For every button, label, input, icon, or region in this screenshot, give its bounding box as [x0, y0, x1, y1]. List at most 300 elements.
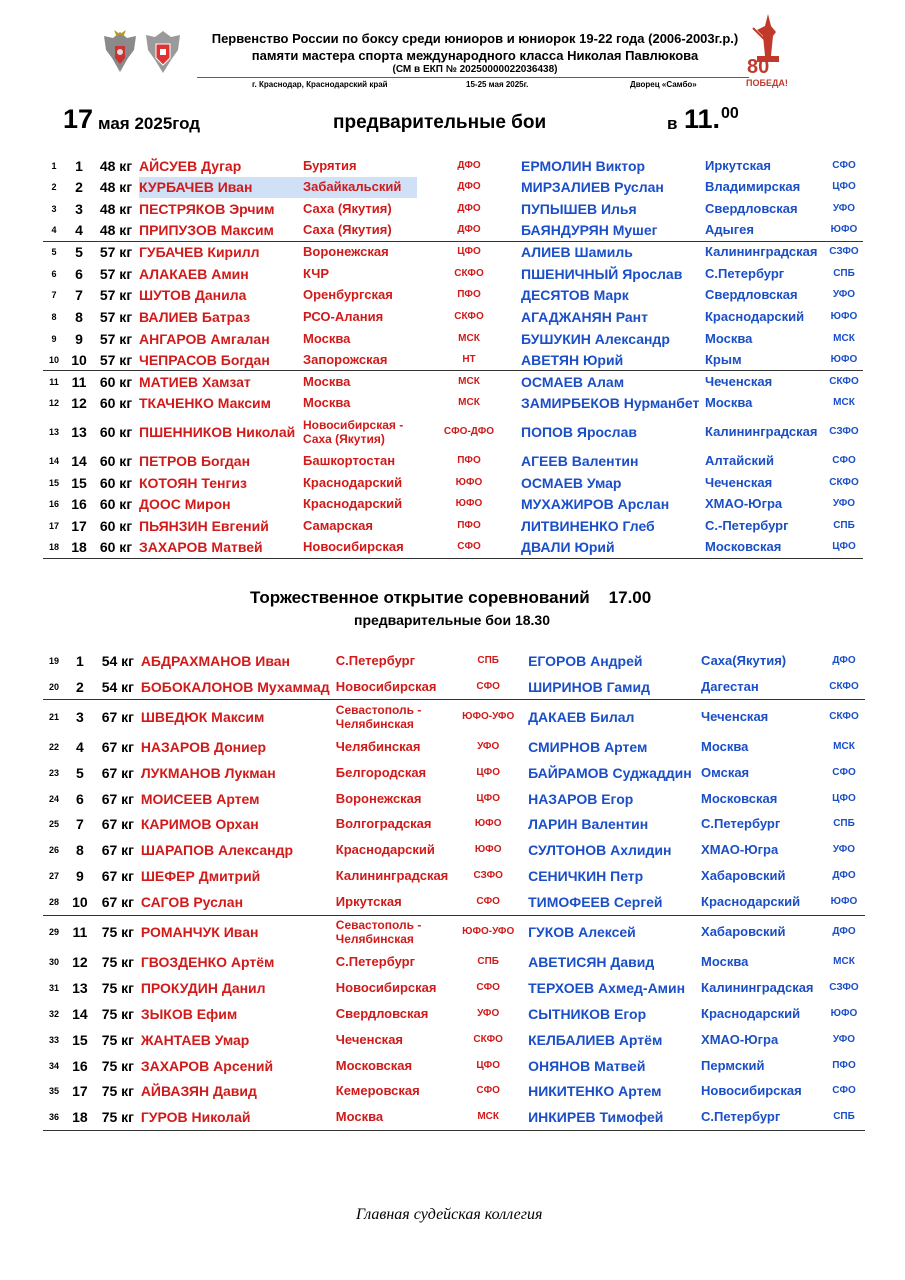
session-date-month: мая 2025год: [98, 114, 201, 133]
red-corner-region: Самарская: [303, 517, 373, 533]
red-corner-boxer: КОТОЯН Тенгиз: [139, 474, 247, 491]
blue-corner-region: С.Петербург: [701, 816, 781, 832]
bout-row: [43, 414, 863, 450]
bout-sequence-number: 1: [51, 160, 57, 171]
blue-corner-boxer: АЛИЕВ Шамиль: [521, 241, 705, 263]
red-corner-region: Краснодарский: [303, 496, 403, 512]
blue-corner-boxer: МИРЗАЛИЕВ Руслан: [521, 179, 664, 196]
weight-class: 57 кг: [99, 287, 133, 304]
weight-class: 60 кг: [99, 452, 133, 469]
victory-80-logo-text: ПОБЕДА!: [746, 78, 788, 88]
red-corner-region: Новосибирская: [335, 979, 437, 995]
bout-row: [43, 393, 863, 415]
weight-class: 75 кг: [101, 979, 134, 996]
red-corner-boxer: ЗЫКОВ Ефим: [140, 1005, 238, 1022]
weight-class: 67 кг: [101, 893, 134, 910]
red-corner-boxer: АЛАКАЕВ Амин: [139, 265, 249, 282]
bout-sequence-number: 12: [48, 398, 59, 409]
red-corner-region: КЧР: [303, 265, 330, 281]
bout-sequence-number: 21: [43, 700, 65, 734]
blue-corner-district: ЦФО: [832, 181, 856, 193]
red-corner-district: ЮФО: [474, 818, 502, 830]
red-corner-district: СКФО: [454, 267, 484, 279]
blue-corner-region: Иркутская: [705, 157, 771, 173]
red-corner-district: ПФО: [457, 454, 481, 466]
red-corner-boxer: АНГАРОВ Амгалан: [139, 330, 270, 347]
red-corner-boxer: ЛУКМАНОВ Лукман: [140, 764, 276, 781]
bout-sequence-number: 25: [48, 819, 59, 830]
bout-row: [43, 450, 863, 472]
bout-number: 2: [75, 179, 83, 196]
red-corner-boxer: ТКАЧЕНКО Максим: [139, 395, 271, 412]
blue-corner-region: Хабаровский: [701, 915, 823, 949]
bout-sequence-number: 14: [48, 455, 59, 466]
red-corner-district: ЦФО: [476, 766, 500, 778]
weight-class: 60 кг: [99, 395, 133, 412]
weight-class: 54 кг: [101, 652, 134, 669]
blue-corner-district: СКФО: [823, 700, 865, 734]
red-corner-boxer: ЗАХАРОВ Матвей: [139, 537, 303, 559]
bout-number: 17: [72, 1083, 88, 1100]
red-corner-district: МСК: [458, 332, 480, 344]
blue-corner-region: Москва: [701, 953, 749, 969]
blue-corner-boxer: ПУПЫШЕВ Илья: [521, 200, 637, 217]
red-corner-region: Москва: [303, 395, 351, 411]
blue-corner-region: Московская: [705, 537, 825, 559]
bout-sequence-number: 20: [48, 681, 59, 692]
bout-sequence-number: 11: [43, 371, 65, 393]
red-corner-boxer: НАЗАРОВ Дониер: [140, 738, 267, 755]
bout-row: [43, 241, 863, 263]
red-corner-district: УФО: [477, 1007, 500, 1019]
weight-class: 67 кг: [101, 816, 134, 833]
blue-corner-district: ДФО: [832, 870, 856, 882]
bout-row: [43, 648, 865, 674]
red-corner-boxer: ШЕФЕР Дмитрий: [140, 868, 261, 885]
event-location: г. Краснодар, Краснодарский край: [252, 80, 388, 89]
bout-row: [43, 811, 865, 837]
red-corner-district: МСК: [417, 371, 521, 393]
bout-row: [43, 306, 863, 328]
red-corner-region: Севастополь - Челябинская: [336, 915, 449, 949]
blue-corner-district: СЗФО: [829, 981, 859, 993]
bout-row: [43, 371, 863, 393]
chief-judges-signature: Главная судейская коллегия: [356, 1206, 543, 1223]
weight-class: 75 кг: [101, 1057, 134, 1074]
blue-corner-boxer: ЕРМОЛИН Виктор: [521, 157, 646, 174]
bout-sequence-number: 18: [43, 537, 65, 559]
bout-row: [43, 285, 863, 307]
weight-class: 75 кг: [101, 953, 134, 970]
blue-corner-boxer: ПОПОВ Ярослав: [521, 424, 637, 441]
bout-row: [43, 263, 863, 285]
bout-sequence-number: 28: [48, 896, 59, 907]
bout-number: 11: [65, 371, 93, 393]
bout-number: 7: [75, 287, 83, 304]
session-date-day: 17: [63, 104, 94, 134]
blue-corner-region: Крым: [705, 351, 742, 367]
blue-corner-district: СЗФО: [829, 426, 859, 438]
weight-class: 60 кг: [93, 537, 139, 559]
blue-corner-district: СПБ: [833, 818, 855, 830]
bout-row: [43, 493, 863, 515]
blue-corner-region: Чеченская: [705, 371, 825, 393]
bout-row: [43, 1104, 865, 1130]
blue-corner-district: ЦФО: [832, 792, 856, 804]
blue-corner-region: Калининградская: [705, 241, 825, 263]
blue-corner-district: МСК: [833, 332, 855, 344]
blue-corner-boxer: МУХАЖИРОВ Арслан: [521, 496, 670, 513]
bout-row: [43, 349, 863, 371]
red-corner-region: Московская: [335, 1057, 413, 1073]
weight-class: 60 кг: [99, 517, 133, 534]
weight-class: 48 кг: [99, 200, 133, 217]
bout-number: 8: [76, 842, 84, 859]
red-corner-boxer: ГУРОВ Николай: [141, 1104, 336, 1130]
red-corner-region: Москва: [303, 330, 351, 346]
bout-number: 16: [72, 1057, 88, 1074]
red-corner-region: Севастополь - Челябинская: [336, 700, 449, 734]
blue-corner-boxer: НАЗАРОВ Егор: [528, 790, 634, 807]
red-corner-region: Москва: [336, 1104, 449, 1130]
red-corner-region: Москва: [303, 371, 417, 393]
blue-corner-region: Калининградская: [705, 424, 818, 440]
blue-corner-boxer: ОСМАЕВ Умар: [521, 474, 622, 491]
red-corner-boxer: АЙСУЕВ Дугар: [139, 157, 242, 174]
weight-class: 57 кг: [99, 351, 133, 368]
bout-number: 12: [71, 395, 87, 412]
red-corner-boxer: РОМАНЧУК Иван: [141, 915, 336, 949]
blue-corner-region: Пермский: [701, 1057, 765, 1073]
weight-class: 48 кг: [99, 157, 133, 174]
weight-class: 48 кг: [99, 222, 133, 239]
weight-class: 57 кг: [99, 308, 133, 325]
blue-corner-district: ЦФО: [825, 537, 863, 559]
weight-class: 60 кг: [99, 496, 133, 513]
red-corner-boxer: БОБОКАЛОНОВ Мухаммад: [140, 678, 330, 695]
bout-sequence-number: 29: [43, 915, 65, 949]
bout-sequence-number: 7: [51, 290, 57, 301]
blue-corner-district: СФО: [832, 1085, 856, 1097]
blue-corner-district: СПБ: [833, 267, 855, 279]
blue-corner-region: С.Петербург: [701, 1104, 823, 1130]
blue-corner-boxer: СУЛТОНОВ Ахлидин: [528, 842, 672, 859]
red-corner-district: ДФО: [457, 181, 481, 193]
bout-sequence-number: 17: [48, 520, 59, 531]
red-corner-district: ЮФО: [474, 844, 502, 856]
blue-corner-district: УФО: [832, 202, 856, 214]
bout-sequence-number: 15: [48, 477, 59, 488]
bout-number: 15: [72, 1031, 88, 1048]
blue-corner-boxer: ДВАЛИ Юрий: [521, 537, 705, 559]
memorial-subtitle: памяти мастера спорта международного класса Николая Павлюкова: [251, 48, 699, 63]
red-corner-boxer: ПЕСТРЯКОВ Эрчим: [139, 200, 275, 217]
red-corner-region: Челябинская: [335, 738, 421, 754]
weight-class: 75 кг: [95, 1104, 141, 1130]
red-corner-district: ДФО: [457, 202, 481, 214]
red-corner-district: НТ: [462, 353, 476, 365]
red-corner-region: С.Петербург: [335, 953, 415, 969]
bout-number: 4: [75, 222, 83, 239]
bout-number: 18: [65, 537, 93, 559]
weight-class: 75 кг: [101, 1031, 134, 1048]
blue-corner-region: Адыгея: [705, 222, 754, 238]
bout-number: 4: [76, 738, 84, 755]
red-corner-boxer: АБДРАХМАНОВ Иван: [140, 652, 291, 669]
bout-number: 1: [76, 652, 84, 669]
blue-corner-boxer: СЫТНИКОВ Егор: [528, 1005, 647, 1022]
red-corner-district: СПБ: [477, 955, 499, 967]
bout-row: [43, 1027, 865, 1053]
blue-corner-boxer: ЛИТВИНЕНКО Глеб: [521, 517, 655, 534]
blue-corner-boxer: ДЕСЯТОВ Марк: [521, 287, 629, 304]
weight-class: 60 кг: [99, 424, 133, 441]
weight-class: 57 кг: [93, 241, 139, 263]
red-corner-region: Запорожская: [303, 351, 388, 367]
red-corner-district: СФО: [476, 895, 500, 907]
red-corner-district: ЦФО: [476, 792, 500, 804]
blue-corner-region: Саха(Якутия): [701, 652, 787, 668]
bout-sequence-number: 13: [48, 427, 59, 438]
header-divider: [197, 77, 749, 78]
blue-corner-district: ДФО: [823, 915, 865, 949]
bout-sequence-number: 3: [51, 203, 57, 214]
bout-number: 8: [75, 308, 83, 325]
red-corner-region: Свердловская: [335, 1005, 429, 1021]
red-corner-boxer: ВАЛИЕВ Батраз: [139, 308, 251, 325]
opening-ceremony-time: 17.00: [608, 588, 652, 607]
red-corner-region: Оренбургская: [303, 287, 393, 303]
weight-class: 60 кг: [99, 474, 133, 491]
bout-number: 9: [75, 330, 83, 347]
blue-corner-region: С.Петербург: [705, 265, 785, 281]
event-dates: 15-25 мая 2025г.: [466, 80, 529, 89]
bout-sequence-number: 22: [48, 741, 59, 752]
red-corner-district: ПФО: [457, 289, 481, 301]
red-corner-district: ДФО: [457, 224, 481, 236]
blue-corner-region: Краснодарский: [705, 308, 805, 324]
red-corner-district: ЮФО: [455, 498, 483, 510]
bout-row: [43, 734, 865, 760]
bout-row: [43, 837, 865, 863]
bout-row: [43, 975, 865, 1001]
blue-corner-boxer: ИНКИРЕВ Тимофей: [528, 1104, 701, 1130]
blue-corner-region: Дагестан: [701, 678, 759, 694]
red-corner-region: Бурятия: [303, 157, 357, 173]
championship-title: Первенство России по боксу среди юниоров и юниорок 19-22 года (2006-2003г.р.): [211, 31, 739, 46]
blue-corner-boxer: ЛАРИН Валентин: [528, 816, 649, 833]
red-corner-district: СФО-ДФО: [443, 426, 495, 438]
bout-row: [43, 863, 865, 889]
weight-class: 48 кг: [99, 179, 133, 196]
blue-corner-boxer: ЕГОРОВ Андрей: [528, 652, 643, 669]
weight-class: 60 кг: [93, 371, 139, 393]
red-corner-region: Иркутская: [335, 893, 402, 909]
bout-row: [43, 198, 863, 220]
red-corner-region: Башкортостан: [303, 452, 396, 468]
red-corner-boxer: САГОВ Руслан: [140, 893, 244, 910]
session-time-minutes: 00: [721, 105, 739, 122]
russia-coat-of-arms-icon: [100, 28, 140, 83]
red-corner-district: ДФО: [457, 159, 481, 171]
blue-corner-district: МСК: [833, 397, 855, 409]
bout-number: 5: [65, 241, 93, 263]
weight-class: 67 кг: [95, 700, 141, 734]
blue-corner-region: Московская: [701, 790, 778, 806]
bout-number: 13: [71, 424, 87, 441]
red-corner-region: Белгородская: [335, 764, 427, 780]
bout-number: 2: [76, 678, 84, 695]
blue-corner-boxer: АВЕТИСЯН Давид: [528, 953, 655, 970]
blue-corner-district: ЮФО: [830, 353, 858, 365]
bout-number: 14: [72, 1005, 88, 1022]
red-corner-region: Новосибирская: [303, 537, 417, 559]
bout-sequence-number: 9: [51, 333, 57, 344]
bout-row: [43, 915, 865, 949]
blue-corner-boxer: ОНЯНОВ Матвей: [528, 1057, 646, 1074]
blue-corner-region: Москва: [701, 738, 749, 754]
bout-sequence-number: 5: [43, 241, 65, 263]
blue-corner-district: СКФО: [829, 680, 859, 692]
blue-corner-district: СПБ: [833, 519, 855, 531]
blue-corner-boxer: ПШЕНИЧНЫЙ Ярослав: [521, 265, 683, 282]
red-corner-region: С.Петербург: [335, 652, 415, 668]
bout-sequence-number: 34: [48, 1060, 59, 1071]
red-corner-district: СФО: [476, 680, 500, 692]
ekp-number: (СМ в ЕКП № 20250000022036438): [392, 64, 558, 75]
bout-row: [43, 760, 865, 786]
red-corner-boxer: ЖАНТАЕВ Умар: [140, 1031, 250, 1048]
bout-sequence-number: 23: [48, 767, 59, 778]
bout-row: [43, 949, 865, 975]
weight-class: 67 кг: [101, 790, 134, 807]
bout-row: [43, 537, 863, 559]
bout-row: [43, 700, 865, 734]
bout-number: 11: [65, 915, 95, 949]
blue-corner-region: Владимирская: [705, 179, 801, 195]
bout-number: 1: [75, 157, 83, 174]
weight-class: 67 кг: [101, 738, 134, 755]
bout-number: 10: [71, 351, 87, 368]
bout-sequence-number: 6: [51, 268, 57, 279]
session-time-prefix: в: [667, 114, 678, 133]
bouts-table-evening: [43, 648, 865, 1131]
session-title: предварительные бои: [333, 112, 547, 133]
red-corner-boxer: ЧЕПРАСОВ Богдан: [139, 351, 270, 368]
bout-sequence-number: 24: [48, 793, 59, 804]
blue-corner-district: СКФО: [829, 476, 859, 488]
blue-corner-boxer: ТИМОФЕЕВ Сергей: [528, 893, 663, 910]
blue-corner-region: С.-Петербург: [705, 517, 789, 533]
red-corner-region: Воронежская: [303, 241, 417, 263]
red-corner-boxer: АЙВАЗЯН Давид: [140, 1083, 257, 1100]
red-corner-region: Воронежская: [335, 790, 422, 806]
red-corner-district: ЮФО-УФО: [448, 915, 528, 949]
bout-number: 6: [76, 790, 84, 807]
weight-class: 75 кг: [101, 1083, 134, 1100]
red-corner-district: СКФО: [473, 1033, 503, 1045]
opening-ceremony: [250, 588, 651, 608]
red-corner-region: Саха (Якутия): [303, 222, 392, 238]
bout-number: 3: [75, 200, 83, 217]
red-corner-district: СЗФО: [473, 870, 503, 882]
red-corner-region: Саха (Якутия): [303, 200, 392, 216]
blue-corner-district: СКФО: [825, 371, 863, 393]
blue-corner-region: Свердловская: [705, 287, 798, 303]
weight-class: 67 кг: [101, 764, 134, 781]
blue-corner-district: МСК: [833, 955, 855, 967]
blue-corner-region: Краснодарский: [701, 1005, 801, 1021]
red-corner-district: СПБ: [477, 654, 499, 666]
blue-corner-boxer: АГАДЖАНЯН Рант: [521, 308, 648, 325]
blue-corner-district: МСК: [833, 740, 855, 752]
blue-corner-boxer: СМИРНОВ Артем: [528, 738, 648, 755]
red-corner-boxer: КУРБАЧЕВ Иван: [139, 177, 303, 199]
bout-number: 14: [71, 452, 87, 469]
bout-row: [43, 155, 863, 177]
red-corner-boxer: ШВЕДЮК Максим: [141, 700, 336, 734]
red-corner-boxer: ПРИПУЗОВ Максим: [139, 222, 274, 239]
blue-corner-boxer: БУШУКИН Александр: [521, 330, 670, 347]
bout-sequence-number: 19: [48, 655, 59, 666]
bout-number: 9: [76, 868, 84, 885]
blue-corner-district: ЮФО: [830, 1007, 858, 1019]
evening-session-title: предварительные бои 18.30: [354, 612, 551, 628]
blue-corner-region: ХМАО-Югра: [701, 1031, 779, 1047]
red-corner-region: Краснодарский: [303, 474, 403, 490]
blue-corner-boxer: СЕНИЧКИН Петр: [528, 868, 644, 885]
bout-sequence-number: 8: [51, 311, 57, 322]
bout-row: [43, 786, 865, 812]
red-corner-district: МСК: [448, 1104, 528, 1130]
blue-corner-boxer: АГЕЕВ Валентин: [521, 452, 639, 469]
red-corner-district: ПФО: [457, 519, 481, 531]
red-corner-district: СФО: [417, 537, 521, 559]
red-corner-boxer: ДООС Мирон: [139, 496, 231, 513]
red-corner-boxer: ПЬЯНЗИН Евгений: [139, 517, 269, 534]
blue-corner-region: Хабаровский: [701, 868, 786, 884]
red-corner-region: Новосибирская: [335, 678, 437, 694]
bout-number: 6: [75, 265, 83, 282]
bout-number: 18: [65, 1104, 95, 1130]
weight-class: 57 кг: [99, 265, 133, 282]
bout-number: 13: [72, 979, 88, 996]
red-corner-region: Краснодарский: [335, 842, 435, 858]
bout-sequence-number: 10: [48, 354, 59, 365]
red-corner-boxer: ПШЕННИКОВ Николай: [139, 424, 296, 441]
blue-corner-boxer: ТЕРХОЕВ Ахмед-Амин: [528, 979, 686, 996]
blue-corner-region: Калининградская: [701, 979, 814, 995]
red-corner-region: Калининградская: [335, 868, 449, 884]
weight-class: 67 кг: [101, 842, 134, 859]
bout-row: [43, 674, 865, 700]
blue-corner-boxer: ДАКАЕВ Билал: [528, 700, 701, 734]
blue-corner-district: УФО: [832, 498, 856, 510]
weight-class: 67 кг: [101, 868, 134, 885]
blue-corner-boxer: ОСМАЕВ Алам: [521, 371, 705, 393]
bout-sequence-number: 26: [48, 845, 59, 856]
red-corner-district: ЮФО: [455, 476, 483, 488]
blue-corner-boxer: БАЯНДУРЯН Мушег: [521, 222, 658, 239]
blue-corner-region: Новосибирская: [701, 1083, 802, 1099]
blue-corner-region: Алтайский: [705, 452, 774, 468]
bout-sequence-number: 32: [48, 1008, 59, 1019]
blue-corner-boxer: НИКИТЕНКО Артем: [528, 1083, 662, 1100]
blue-corner-boxer: ГУКОВ Алексей: [528, 915, 701, 949]
blue-corner-boxer: АВЕТЯН Юрий: [521, 351, 624, 368]
red-corner-boxer: ПРОКУДИН Данил: [140, 979, 266, 996]
session-time-hours: 11.: [684, 104, 721, 134]
